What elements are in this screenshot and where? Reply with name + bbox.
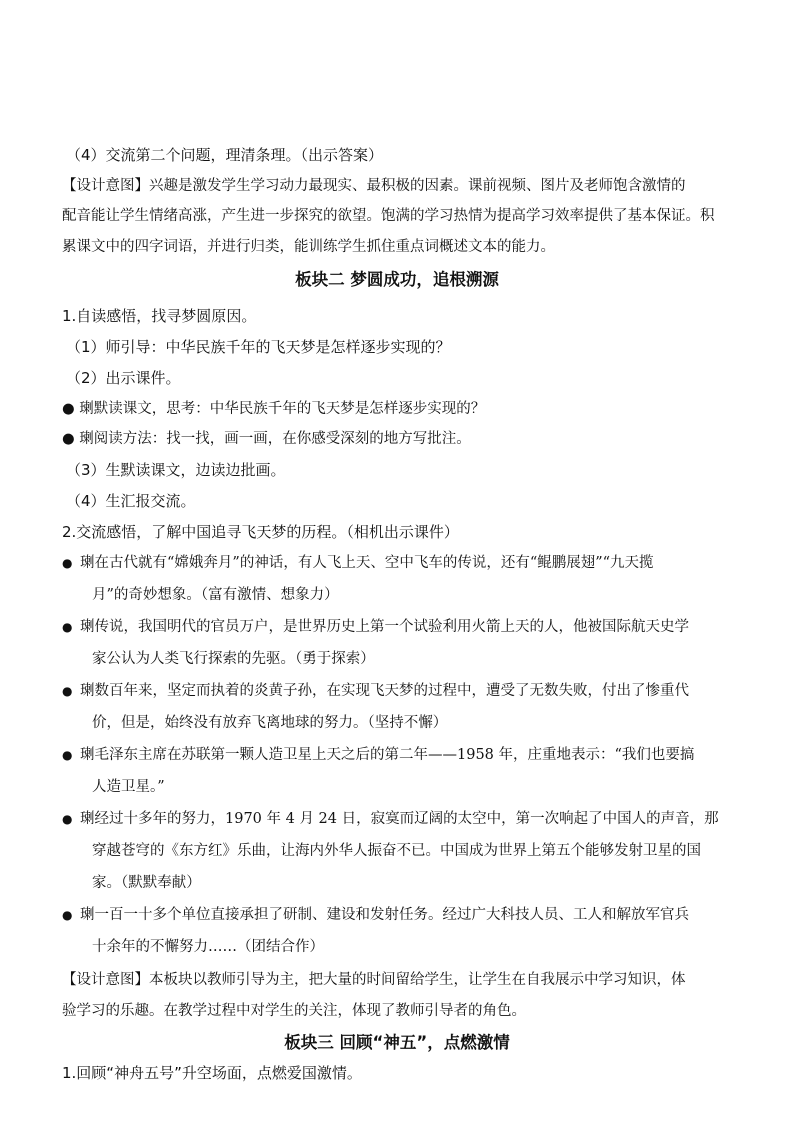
design-intent-1-line-3: 累课文中的四字词语，并进行归类，能训练学生抓住重点词概述文本的能力。 xyxy=(62,239,555,255)
design-intent-1-line-1: 【设计意图】兴趣是激发学生学习动力最现实、最积极的因素。课前视频、图片及老师饱含激情的 xyxy=(62,178,686,194)
section-2-sub-3: （3）生默读课文，边读边批画。 xyxy=(66,461,286,479)
history-bullet-5-line-2: 穿越苍穹的《东方红》乐曲，让海内外华人振奋不已。中国成为世界上第五个能够发射卫星的国 xyxy=(92,843,701,859)
history-bullet-4-line-2: 人造卫星。” xyxy=(92,779,165,795)
section-2-sub-4: （4）生汇报交流。 xyxy=(66,492,196,510)
bullet-icon: ● xyxy=(62,556,73,570)
bullet-icon: ● xyxy=(62,748,73,762)
history-bullet-4-line-1: 㻝毛泽东主席在苏联第一颗人造卫星上天之后的第二年——1958 年，庄重地表示：“我们也要搞 xyxy=(80,747,695,763)
history-bullet-2-line-2: 家公认为人类飞行探索的先驱。（勇于探索） xyxy=(92,651,375,667)
history-bullet-6-line-1: 㻝一百一十多个单位直接承担了研制、建设和发射任务。经过广大科技人员、工人和解放军官兵 xyxy=(80,907,689,923)
section-2-bullet-task-2: ● 㻝阅读方法：找一找，画一画，在你感受深刻的地方写批注。 xyxy=(62,431,471,447)
section-2-bullet-task-1: ● 㻝默读课文，思考：中华民族千年的飞天梦是怎样逐步实现的？ xyxy=(62,401,486,417)
bullet-icon: ● xyxy=(62,812,73,826)
design-intent-2-line-2: 验学习的乐趣。在教学过程中对学生的关注，体现了教师引导者的角色。 xyxy=(62,1003,526,1019)
section-2-point-2: 2.交流感悟，了解中国追寻飞天梦的历程。（相机出示课件） xyxy=(62,523,459,541)
section-2-point-1: 1.自读感悟，找寻梦圆原因。 xyxy=(62,307,257,325)
section-2-heading: 板块二 梦圆成功，追根溯源 xyxy=(295,270,499,289)
history-bullet-5-line-3: 家。（默默奉献） xyxy=(92,875,201,891)
design-intent-1-line-2: 配音能让学生情绪高涨，产生进一步探究的欲望。饱满的学习热情为提高学习效率提供了基本保证。积 xyxy=(62,208,715,224)
history-bullet-3-line-1: 㻝数百年来，坚定而执着的炎黄子孙，在实现飞天梦的过程中，遭受了无数失败，付出了惨重代 xyxy=(80,683,689,699)
design-intent-2-line-1: 【设计意图】本板块以教师引导为主，把大量的时间留给学生，让学生在自我展示中学习知识，体 xyxy=(62,972,686,988)
section-3-point-1: 1.回顾“神舟五号”升空场面，点燃爱国激情。 xyxy=(62,1064,362,1082)
history-bullet-1-line-1: 㻝在古代就有“嫦娥奔月”的神话，有人飞上天、空中飞车的传说，还有“鲲鹏展翅”“九天揽 xyxy=(80,555,654,571)
bullet-icon: ● xyxy=(62,684,73,698)
section-2-sub-2: （2）出示课件。 xyxy=(66,369,181,387)
step-4-text: （4）交流第二个问题，理清条理。（出示答案） xyxy=(66,146,384,164)
section-2-sub-1: （1）师引导：中华民族千年的飞天梦是怎样逐步实现的？ xyxy=(66,338,451,356)
bullet-icon: ● xyxy=(62,620,73,634)
history-bullet-5-line-1: 㻝经过十多年的努力，1970 年 4 月 24 日，寂寞而辽阔的太空中，第一次响起了中国人的声音，那 xyxy=(80,811,719,827)
history-bullet-1-line-2: 月”的奇妙想象。（富有激情、想象力） xyxy=(92,587,339,603)
bullet-icon: ● xyxy=(62,908,73,922)
history-bullet-3-line-2: 价，但是，始终没有放弃飞离地球的努力。（坚持不懈） xyxy=(92,715,448,731)
history-bullet-6-line-2: 十余年的不懈努力……（团结合作） xyxy=(92,939,324,955)
history-bullet-2-line-1: 㻝传说，我国明代的官员万户，是世界历史上第一个试验利用火箭上天的人，他被国际航天史学 xyxy=(80,619,689,635)
section-3-heading: 板块三 回顾“神五”，点燃激情 xyxy=(284,1033,510,1052)
